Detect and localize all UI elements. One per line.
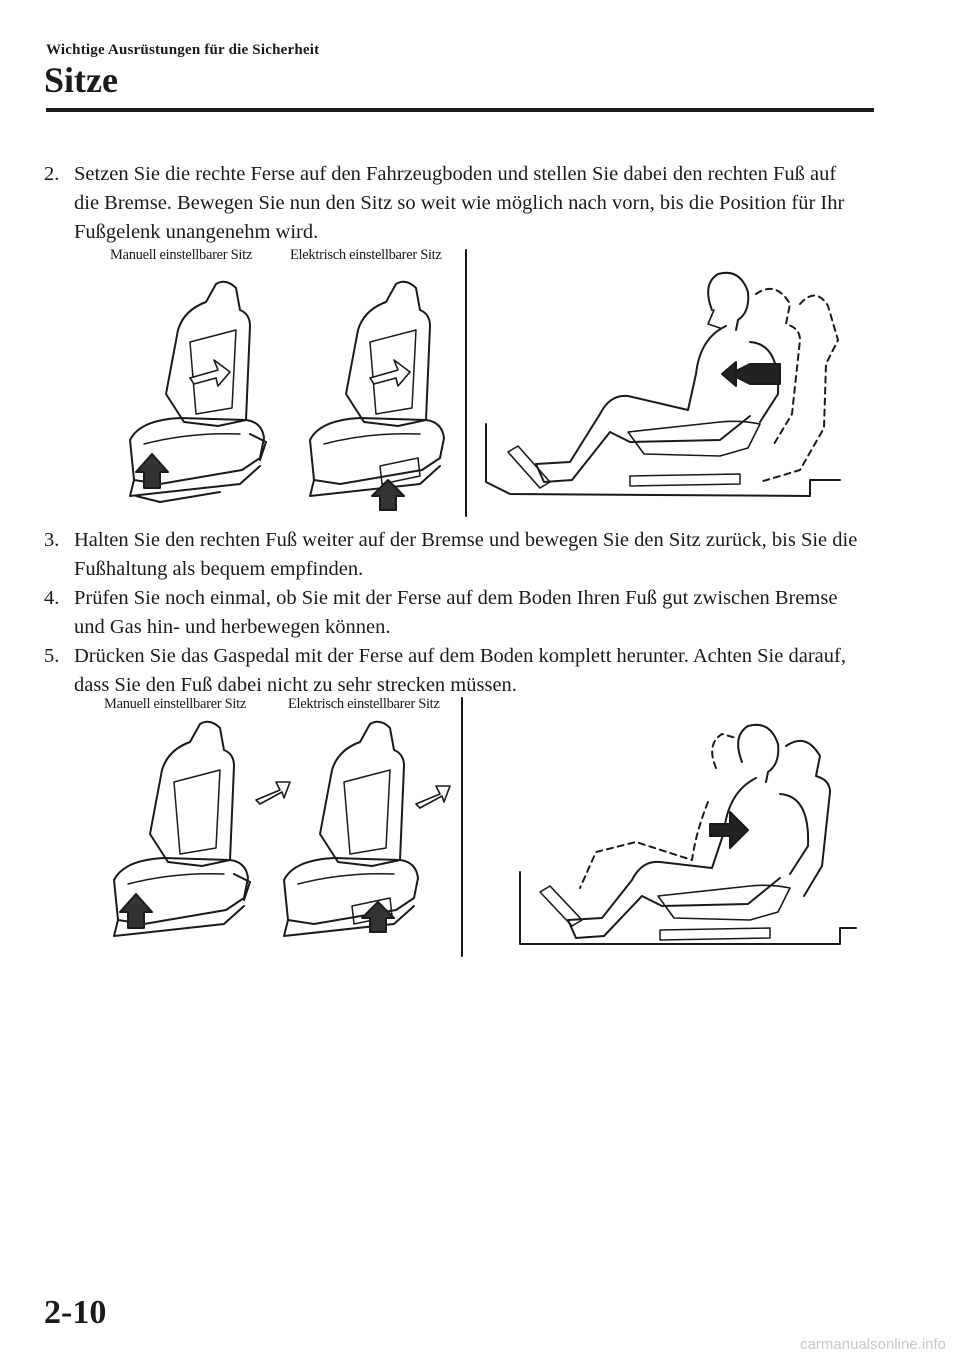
driver-position-illustration bbox=[486, 273, 840, 496]
step-4 bbox=[44, 584, 864, 642]
step-number: 2. bbox=[44, 163, 60, 185]
watermark: carmanualsonline.info bbox=[800, 1336, 946, 1353]
section-label: Wichtige Ausrüstungen für die Sicherheit bbox=[46, 42, 320, 58]
step-text: Drücken Sie das Gaspedal mit der Ferse auf dem Boden komplett herunter. Achten Sie darauf, dass Sie den Fuß dabei nicht zu sehr strecken müssen. bbox=[74, 645, 846, 696]
step-number: 4. bbox=[44, 587, 60, 609]
step-text: Halten Sie den rechten Fuß weiter auf der Bremse und bewegen Sie den Sitz zurück, bis Sie die Fußhaltung als bequem empfinden. bbox=[74, 529, 858, 580]
figure-caption-manual: Manuell einstellbarer Sitz bbox=[104, 696, 246, 712]
step-text: Prüfen Sie noch einmal, ob Sie mit der Ferse auf dem Boden Ihren Fuß gut zwischen Bremse und Gas hin- und herbewegen können. bbox=[74, 587, 838, 638]
figure-seat-backward bbox=[96, 692, 860, 960]
figure-caption-manual: Manuell einstellbarer Sitz bbox=[110, 247, 252, 263]
step-number: 5. bbox=[44, 645, 60, 667]
manual-seat-illustration bbox=[114, 722, 290, 936]
figure-caption-electric: Elektrisch einstellbarer Sitz bbox=[288, 696, 440, 712]
page-title: Sitze bbox=[44, 60, 118, 100]
electric-seat-illustration bbox=[284, 722, 450, 936]
step-3 bbox=[44, 526, 864, 584]
step-number: 3. bbox=[44, 529, 60, 551]
manual-seat-illustration bbox=[130, 282, 266, 502]
figure-caption-electric: Elektrisch einstellbarer Sitz bbox=[290, 247, 442, 263]
step-text: Setzen Sie die rechte Ferse auf den Fahrzeugboden und stellen Sie dabei den rechten Fuß auf die Bremse. Bewegen Sie nun den Sitz so weit wie möglich nach vorn, bis die Position für Ihr Fußgelenk unangenehm wird. bbox=[74, 163, 845, 243]
step-2 bbox=[44, 160, 864, 247]
electric-seat-illustration bbox=[310, 282, 444, 510]
driver-position-illustration bbox=[520, 725, 856, 944]
title-divider bbox=[46, 108, 874, 112]
page-number: 2-10 bbox=[44, 1294, 107, 1331]
figure-seat-forward bbox=[100, 244, 860, 520]
